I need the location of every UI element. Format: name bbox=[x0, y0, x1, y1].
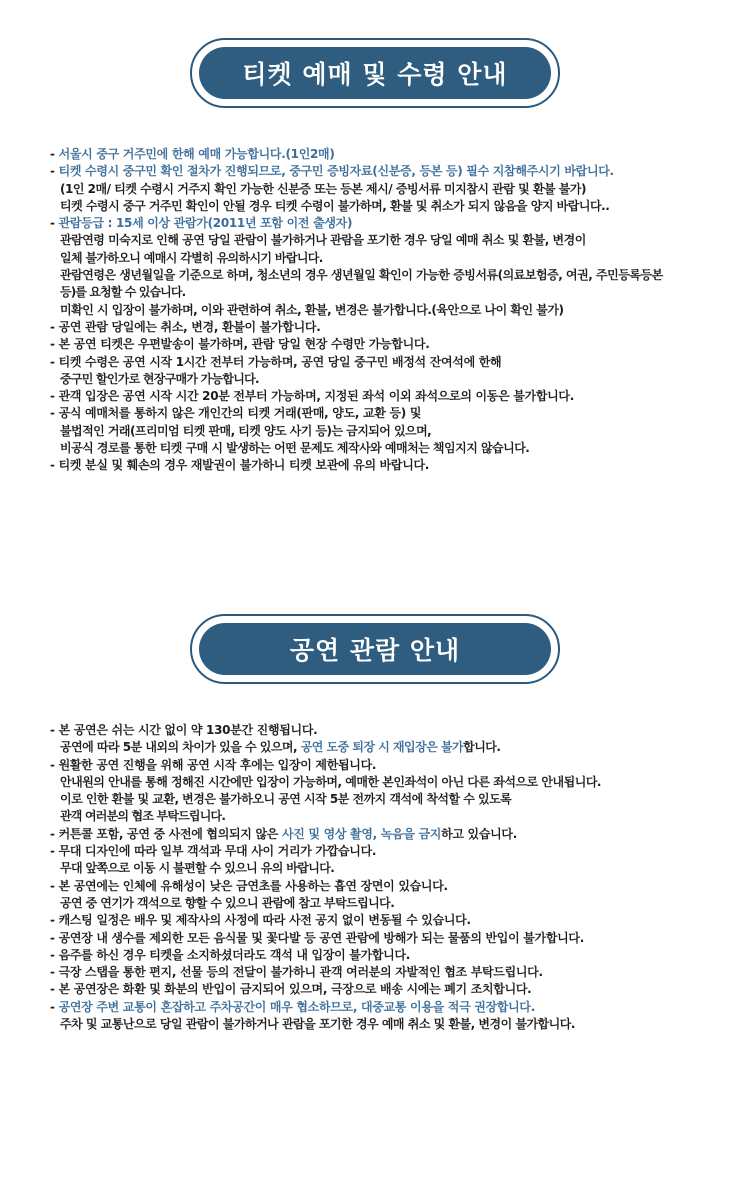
notice-text: 하고 있습니다. bbox=[441, 826, 517, 841]
highlighted-text: 관람등급 : 15세 이상 관람가(2011년 포함 이전 출생자) bbox=[58, 216, 353, 231]
bullet-dash: - bbox=[50, 337, 59, 352]
notice-item bbox=[50, 146, 740, 163]
notice-item bbox=[50, 947, 740, 964]
notice-item bbox=[50, 999, 740, 1016]
notice-text: 티켓 수령시 중구 거주민 확인이 안될 경우 티켓 수령이 불가하며, 환불 및 취소가 되지 않음을 양지 바랍니다.. bbox=[60, 198, 610, 213]
notice-text: 본 공연장은 화환 및 화분의 반입이 금지되어 있으며, 극장으로 배송 시에는 폐기 조치합니다. bbox=[58, 982, 532, 997]
performance-section-header bbox=[190, 614, 560, 684]
bullet-dash: - bbox=[50, 826, 59, 841]
notice-text: 음주를 하신 경우 티켓을 소지하셨더라도 객석 내 입장이 불가합니다. bbox=[58, 947, 411, 962]
notice-item-continuation bbox=[50, 1016, 740, 1033]
notice-item bbox=[50, 912, 740, 929]
performance-section-title: 공연 관람 안내 bbox=[199, 623, 551, 675]
notice-item-continuation bbox=[50, 181, 740, 198]
notice-item-continuation bbox=[50, 302, 740, 319]
notice-text: 미확인 시 입장이 불가하며, 이와 관련하여 취소, 환불, 변경은 불가합니다.(육안으로 나이 확인 불가) bbox=[60, 302, 564, 317]
notice-text: 무대 앞쪽으로 이동 시 불편할 수 있으니 유의 바랍니다. bbox=[60, 861, 335, 876]
notice-item-continuation bbox=[50, 198, 740, 215]
highlighted-text: 공연장 주변 교통이 혼잡하고 주차공간이 매우 협소하므로, 대중교통 이용을 적극 권장합니다. bbox=[58, 999, 535, 1014]
notice-item-continuation bbox=[50, 267, 740, 284]
notice-item bbox=[50, 336, 740, 353]
notice-text: 무대 디자인에 따라 일부 객석과 무대 사이 거리가 가깝습니다. bbox=[58, 844, 377, 859]
notice-text: 티켓 수령은 공연 시작 1시간 전부터 가능하며, 공연 당일 중구민 배정석 잔여석에 한해 bbox=[58, 354, 502, 369]
notice-text: (1인 2매/ 티켓 수령시 거주지 확인 가능한 신분증 또는 등본 제시/ 증빙서류 미지참시 관람 및 환불 불가) bbox=[60, 181, 587, 196]
notice-item-continuation bbox=[50, 774, 740, 791]
bullet-dash: - bbox=[50, 147, 59, 161]
bullet-dash: - bbox=[50, 319, 59, 334]
notice-item-continuation bbox=[50, 250, 740, 267]
highlighted-text: 공연 도중 퇴장 시 재입장은 불가 bbox=[300, 740, 464, 755]
notice-text: 공식 예매처를 통하지 않은 개인간의 티켓 거래(판매, 양도, 교환 등) 및 bbox=[58, 406, 422, 421]
ticket-section-header bbox=[190, 38, 560, 108]
notice-text: 본 공연에는 인체에 유해성이 낮은 금연초를 사용하는 흡연 장면이 있습니다. bbox=[58, 878, 448, 893]
notice-item-continuation bbox=[50, 371, 740, 388]
notice-item-continuation bbox=[50, 808, 740, 825]
bullet-dash: - bbox=[50, 982, 59, 997]
bullet-dash: - bbox=[50, 164, 59, 179]
notice-text: 극장 스탭을 통한 편지, 선물 등의 전달이 불가하니 관객 여러분의 자발적인 협조 부탁드립니다. bbox=[58, 965, 543, 980]
bullet-dash: - bbox=[50, 757, 59, 772]
notice-text: 등)를 요청할 수 있습니다. bbox=[60, 285, 186, 300]
performance-notice-list bbox=[50, 722, 740, 1033]
bullet-dash: - bbox=[50, 216, 59, 231]
bullet-dash: - bbox=[50, 406, 59, 421]
notice-item-continuation bbox=[50, 791, 740, 808]
notice-text: 주차 및 교통난으로 당일 관람이 불가하거나 관람을 포기한 경우 예매 취소 및 환불, 변경이 불가합니다. bbox=[60, 1017, 575, 1032]
notice-text: 티켓 분실 및 훼손의 경우 재발권이 불가하니 티켓 보관에 유의 바랍니다. bbox=[58, 458, 430, 473]
notice-text: 본 공연은 쉬는 시간 없이 약 130분간 진행됩니다. bbox=[58, 723, 318, 737]
notice-text: 본 공연 티켓은 우편발송이 불가하며, 관람 당일 현장 수령만 가능합니다. bbox=[58, 337, 430, 352]
highlighted-text: 서울시 중구 거주민에 한해 예매 가능합니다.(1인2매) bbox=[58, 147, 335, 161]
notice-item-continuation bbox=[50, 284, 740, 301]
bullet-dash: - bbox=[50, 354, 59, 369]
notice-text: 공연에 따라 5분 내외의 차이가 있을 수 있으며, bbox=[60, 740, 301, 755]
notice-text: 안내원의 안내를 통해 정해진 시간에만 입장이 가능하며, 예매한 본인좌석이 아닌 다른 좌석으로 안내됩니다. bbox=[60, 774, 602, 789]
notice-text: 공연장 내 생수를 제외한 모든 음식물 및 꽃다발 등 공연 관람에 방해가 되는 물품의 반입이 불가합니다. bbox=[58, 930, 584, 945]
notice-text: 일체 불가하오니 예매시 각별히 유의하시기 바랍니다. bbox=[60, 250, 323, 265]
notice-item bbox=[50, 163, 740, 180]
bullet-dash: - bbox=[50, 389, 59, 404]
notice-text: 공연 중 연기가 객석으로 향할 수 있으니 관람에 참고 부탁드립니다. bbox=[60, 895, 395, 910]
notice-item bbox=[50, 878, 740, 895]
notice-item bbox=[50, 826, 740, 843]
notice-text: 관람연령 미숙지로 인해 공연 당일 관람이 불가하거나 관람을 포기한 경우 당일 예매 취소 및 환불, 변경이 bbox=[60, 233, 586, 248]
notice-text: 관람연령은 생년월일을 기준으로 하며, 청소년의 경우 생년월일 확인이 가능한 증빙서류(의료보험증, 여권, 주민등록등본 bbox=[60, 268, 663, 283]
notice-text: 불법적인 거래(프리미엄 티켓 판매, 티켓 양도 사기 등)는 금지되어 있으며, bbox=[60, 423, 432, 438]
notice-item bbox=[50, 319, 740, 336]
notice-item bbox=[50, 843, 740, 860]
notice-item-continuation bbox=[50, 440, 740, 457]
bullet-dash: - bbox=[50, 913, 59, 928]
highlighted-text: 사진 및 영상 촬영, 녹음을 금지 bbox=[281, 826, 442, 841]
notice-item bbox=[50, 354, 740, 371]
bullet-dash: - bbox=[50, 723, 59, 737]
notice-text: 관객 입장은 공연 시작 시간 20분 전부터 가능하며, 지정된 좌석 이외 좌석으로의 이동은 불가합니다. bbox=[58, 389, 574, 404]
notice-item bbox=[50, 457, 740, 474]
notice-item bbox=[50, 930, 740, 947]
bullet-dash: - bbox=[50, 878, 59, 893]
highlighted-text: 티켓 수령시 중구민 확인 절차가 진행되므로, 중구민 증빙자료(신분증, 등본 등) 필수 지참해주시기 바랍니다. bbox=[58, 164, 614, 179]
notice-item bbox=[50, 964, 740, 981]
bullet-dash: - bbox=[50, 458, 59, 473]
notice-item-continuation bbox=[50, 895, 740, 912]
notice-item bbox=[50, 722, 740, 739]
notice-text: 원활한 공연 진행을 위해 공연 시작 후에는 입장이 제한됩니다. bbox=[58, 757, 377, 772]
notice-item bbox=[50, 388, 740, 405]
notice-text: 관객 여러분의 협조 부탁드립니다. bbox=[60, 809, 226, 824]
notice-item bbox=[50, 405, 740, 422]
notice-item bbox=[50, 757, 740, 774]
ticket-notice-list bbox=[50, 146, 740, 475]
bullet-dash: - bbox=[50, 947, 59, 962]
notice-text: 중구민 할인가로 현장구매가 가능합니다. bbox=[60, 371, 259, 386]
notice-item bbox=[50, 215, 740, 232]
notice-item-continuation bbox=[50, 860, 740, 877]
notice-item bbox=[50, 981, 740, 998]
bullet-dash: - bbox=[50, 999, 59, 1014]
notice-text: 캐스팅 일정은 배우 및 제작사의 사정에 따라 사전 공지 없이 변동될 수 있습니다. bbox=[58, 913, 471, 928]
bullet-dash: - bbox=[50, 844, 59, 859]
notice-text: 공연 관람 당일에는 취소, 변경, 환불이 불가합니다. bbox=[58, 319, 321, 334]
notice-text: 커튼콜 포함, 공연 중 사전에 협의되지 않은 bbox=[58, 826, 282, 841]
notice-item-continuation bbox=[50, 232, 740, 249]
notice-text: 이로 인한 환불 및 교환, 변경은 불가하오니 공연 시작 5분 전까지 객석에 착석할 수 있도록 bbox=[60, 792, 512, 807]
notice-item-continuation bbox=[50, 739, 740, 756]
notice-text: 비공식 경로를 통한 티켓 구매 시 발생하는 어떤 문제도 제작사와 예매처는 책임지지 않습니다. bbox=[60, 441, 530, 456]
bullet-dash: - bbox=[50, 930, 59, 945]
bullet-dash: - bbox=[50, 965, 59, 980]
notice-text: 합니다. bbox=[463, 740, 501, 755]
notice-item-continuation bbox=[50, 423, 740, 440]
ticket-section-title: 티켓 예매 및 수령 안내 bbox=[199, 47, 551, 99]
